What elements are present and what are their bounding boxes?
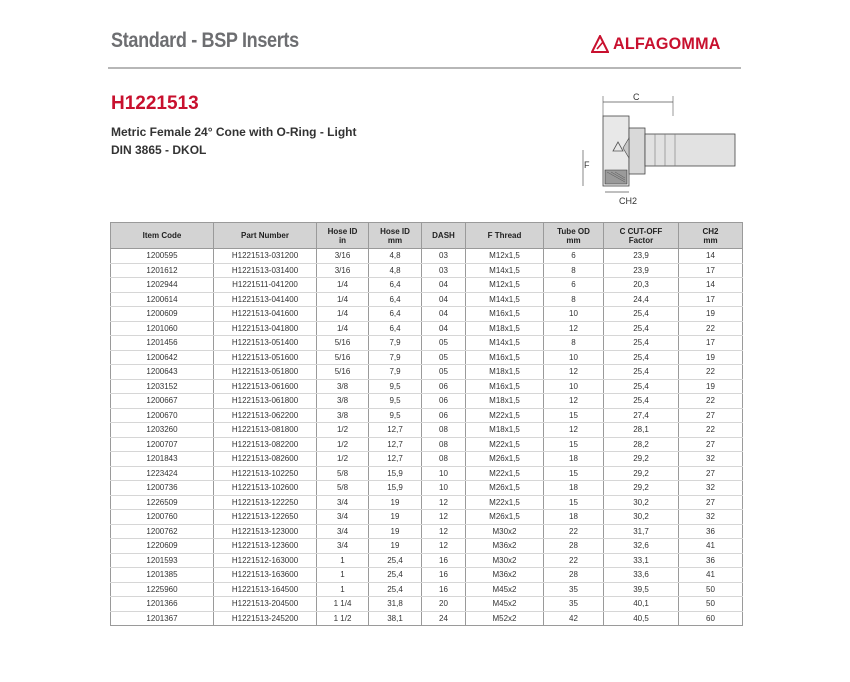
table-cell: 20,3 (604, 278, 679, 293)
dimension-c-label: C (633, 92, 640, 102)
table-cell: 12 (544, 365, 604, 380)
table-cell: 3/16 (317, 249, 369, 264)
table-cell: 1 (317, 568, 369, 583)
table-cell: 12 (422, 510, 466, 525)
product-code: H1221513 (111, 93, 199, 114)
table-row (111, 597, 743, 612)
table-cell: 1225960 (111, 582, 214, 597)
table-cell: 12 (422, 495, 466, 510)
table-cell: M22x1,5 (466, 495, 544, 510)
table-row (111, 452, 743, 467)
table-cell: M18x1,5 (466, 423, 544, 438)
fitting-technical-drawing (575, 92, 745, 210)
table-cell: 19 (679, 350, 743, 365)
table-cell: 06 (422, 408, 466, 423)
table-cell: 29,2 (604, 452, 679, 467)
table-cell: 6 (544, 249, 604, 264)
table-cell: 1201593 (111, 553, 214, 568)
table-cell: 33,6 (604, 568, 679, 583)
table-cell: H1221513-061800 (214, 394, 317, 409)
table-cell: 1/2 (317, 452, 369, 467)
table-cell: H1221513-204500 (214, 597, 317, 612)
table-cell: 29,2 (604, 481, 679, 496)
table-cell: 1200614 (111, 292, 214, 307)
table-cell: 35 (544, 597, 604, 612)
table-cell: 1203152 (111, 379, 214, 394)
table-cell: 15,9 (369, 466, 422, 481)
table-row (111, 553, 743, 568)
table-row (111, 394, 743, 409)
table-cell: 41 (679, 568, 743, 583)
table-cell: 50 (679, 597, 743, 612)
table-cell: 15 (544, 437, 604, 452)
specification-table (110, 222, 743, 626)
column-header-text: mm (703, 235, 718, 245)
column-header-text: Factor (628, 235, 654, 245)
table-cell: 3/16 (317, 263, 369, 278)
table-cell: M36x2 (466, 568, 544, 583)
table-cell: M18x1,5 (466, 321, 544, 336)
table-cell: 1202944 (111, 278, 214, 293)
table-cell: H1221513-051400 (214, 336, 317, 351)
column-header-text: Part Number (240, 231, 289, 240)
table-row (111, 278, 743, 293)
table-cell: 1200595 (111, 249, 214, 264)
table-cell: M36x2 (466, 539, 544, 554)
table-cell: M45x2 (466, 597, 544, 612)
table-cell: M14x1,5 (466, 336, 544, 351)
brand-logo-icon (591, 35, 609, 53)
table-cell: 1201456 (111, 336, 214, 351)
table-cell: 1201843 (111, 452, 214, 467)
column-header-text: mm (387, 235, 403, 245)
table-cell: 20 (422, 597, 466, 612)
table-cell: 23,9 (604, 249, 679, 264)
table-cell: 8 (544, 292, 604, 307)
table-cell: 25,4 (604, 336, 679, 351)
table-row (111, 510, 743, 525)
table-cell: 22 (679, 394, 743, 409)
table-cell: 35 (544, 582, 604, 597)
table-cell: 5/16 (317, 350, 369, 365)
table-cell: 1200667 (111, 394, 214, 409)
table-row (111, 568, 743, 583)
table-cell: H1221512-163000 (214, 553, 317, 568)
table-cell: 4,8 (369, 263, 422, 278)
table-cell: 18 (544, 510, 604, 525)
brand-name: ALFAGOMMA (613, 34, 721, 53)
column-header-text: C CUT-OFF (619, 226, 663, 236)
table-cell: 10 (422, 466, 466, 481)
table-cell: M22x1,5 (466, 437, 544, 452)
table-row (111, 336, 743, 351)
table-cell: 27 (679, 466, 743, 481)
table-cell: 25,4 (604, 379, 679, 394)
table-cell: 28,1 (604, 423, 679, 438)
table-cell: 8 (544, 263, 604, 278)
table-cell: H1221513-164500 (214, 582, 317, 597)
table-row (111, 582, 743, 597)
table-cell: 24 (422, 611, 466, 626)
table-cell: 12 (422, 524, 466, 539)
table-cell: 03 (422, 249, 466, 264)
table-cell: 10 (422, 481, 466, 496)
table-cell: 12,7 (369, 437, 422, 452)
table-cell: 6,4 (369, 278, 422, 293)
table-cell: 15 (544, 495, 604, 510)
column-header-text: Hose ID (327, 226, 358, 236)
table-cell: M12x1,5 (466, 278, 544, 293)
column-header-text: Item Code (142, 231, 182, 240)
table-cell: 12 (544, 321, 604, 336)
table-cell: 25,4 (369, 568, 422, 583)
table-cell: 14 (679, 249, 743, 264)
table-cell: H1221513-041400 (214, 292, 317, 307)
table-cell: 1/4 (317, 278, 369, 293)
table-cell: 05 (422, 350, 466, 365)
table-cell: 19 (369, 524, 422, 539)
table-cell: H1221513-123600 (214, 539, 317, 554)
table-cell: 6,4 (369, 307, 422, 322)
column-header-text: Hose ID (380, 226, 410, 236)
column-header (679, 223, 743, 249)
table-cell: 1200736 (111, 481, 214, 496)
table-cell: H1221513-051600 (214, 350, 317, 365)
column-header (466, 223, 544, 249)
product-description: Metric Female 24° Cone with O-Ring - Light (111, 125, 357, 139)
table-cell: 19 (679, 379, 743, 394)
table-cell: 25,4 (604, 365, 679, 380)
table-cell: 25,4 (369, 553, 422, 568)
table-cell: 27 (679, 495, 743, 510)
table-cell: H1221513-122650 (214, 510, 317, 525)
table-row (111, 423, 743, 438)
table-cell: M14x1,5 (466, 292, 544, 307)
table-cell: 06 (422, 379, 466, 394)
table-cell: 28 (544, 539, 604, 554)
table-cell: 5/8 (317, 466, 369, 481)
table-cell: H1221513-102250 (214, 466, 317, 481)
table-cell: 1200707 (111, 437, 214, 452)
table-cell: 3/4 (317, 510, 369, 525)
table-row (111, 437, 743, 452)
table-cell: 12 (544, 394, 604, 409)
table-cell: 40,5 (604, 611, 679, 626)
column-header-text: Tube OD (557, 226, 590, 236)
table-row (111, 408, 743, 423)
table-cell: H1221513-123000 (214, 524, 317, 539)
table-cell: 25,4 (369, 582, 422, 597)
table-cell: 14 (679, 278, 743, 293)
table-cell: H1221513-051800 (214, 365, 317, 380)
dimension-f-label: F (584, 160, 590, 170)
table-row (111, 249, 743, 264)
table-cell: 22 (544, 553, 604, 568)
table-cell: 1200609 (111, 307, 214, 322)
table-cell: 60 (679, 611, 743, 626)
column-header (544, 223, 604, 249)
table-row (111, 379, 743, 394)
table-cell: M30x2 (466, 553, 544, 568)
table-cell: 1/4 (317, 307, 369, 322)
table-cell: 1/4 (317, 292, 369, 307)
table-cell: M14x1,5 (466, 263, 544, 278)
table-cell: 08 (422, 423, 466, 438)
table-cell: 22 (544, 524, 604, 539)
table-cell: H1221513-041600 (214, 307, 317, 322)
table-cell: 1226509 (111, 495, 214, 510)
table-cell: 31,7 (604, 524, 679, 539)
table-cell: 27,4 (604, 408, 679, 423)
table-cell: 9,5 (369, 379, 422, 394)
table-cell: 6 (544, 278, 604, 293)
table-cell: 04 (422, 307, 466, 322)
table-cell: 5/16 (317, 336, 369, 351)
table-cell: 7,9 (369, 365, 422, 380)
table-cell: H1221513-122250 (214, 495, 317, 510)
table-row (111, 495, 743, 510)
table-cell: 1203260 (111, 423, 214, 438)
brand-logo (591, 33, 726, 55)
table-cell: 17 (679, 336, 743, 351)
page-header-title: Standard - BSP Inserts (111, 29, 299, 52)
table-cell: 1 (317, 582, 369, 597)
product-standard: DIN 3865 - DKOL (111, 143, 207, 157)
table-cell: 19 (679, 307, 743, 322)
table-cell: 1200762 (111, 524, 214, 539)
table-cell: 24,4 (604, 292, 679, 307)
table-cell: 5/8 (317, 481, 369, 496)
table-cell: M16x1,5 (466, 307, 544, 322)
table-cell: 1 (317, 553, 369, 568)
column-header-text: in (338, 235, 347, 245)
table-cell: 1220609 (111, 539, 214, 554)
dimension-ch2-label: CH2 (619, 196, 638, 206)
table-cell: M26x1,5 (466, 481, 544, 496)
table-cell: 27 (679, 408, 743, 423)
table-cell: 32 (679, 452, 743, 467)
table-cell: 22 (679, 365, 743, 380)
table-cell: 6,4 (369, 292, 422, 307)
table-row (111, 350, 743, 365)
column-header (317, 223, 369, 249)
column-header (369, 223, 422, 249)
table-cell: 08 (422, 452, 466, 467)
table-cell: 42 (544, 611, 604, 626)
table-cell: 29,2 (604, 466, 679, 481)
table-cell: 12 (422, 539, 466, 554)
table-cell: M12x1,5 (466, 249, 544, 264)
table-cell: 6,4 (369, 321, 422, 336)
table-header-row (111, 223, 743, 249)
table-cell: 3/4 (317, 524, 369, 539)
table-cell: 12,7 (369, 452, 422, 467)
table-cell: 5/16 (317, 365, 369, 380)
table-cell: 36 (679, 524, 743, 539)
table-cell: 22 (679, 423, 743, 438)
table-cell: 19 (369, 495, 422, 510)
table-row (111, 307, 743, 322)
column-header (422, 223, 466, 249)
column-header-text: F Thread (487, 231, 522, 240)
table-cell: 3/8 (317, 408, 369, 423)
table-cell: 3/4 (317, 495, 369, 510)
table-row (111, 539, 743, 554)
table-cell: H1221513-082600 (214, 452, 317, 467)
table-cell: 08 (422, 437, 466, 452)
table-cell: H1221513-081800 (214, 423, 317, 438)
table-cell: 1200670 (111, 408, 214, 423)
table-row (111, 611, 743, 626)
table-cell: 3/8 (317, 379, 369, 394)
table-cell: 31,8 (369, 597, 422, 612)
table-cell: 10 (544, 379, 604, 394)
column-header (214, 223, 317, 249)
table-cell: 06 (422, 394, 466, 409)
table-cell: 1200760 (111, 510, 214, 525)
table-cell: H1221513-102600 (214, 481, 317, 496)
table-cell: 30,2 (604, 495, 679, 510)
table-cell: M16x1,5 (466, 350, 544, 365)
table-cell: 05 (422, 336, 466, 351)
table-cell: 17 (679, 263, 743, 278)
table-cell: 1201612 (111, 263, 214, 278)
table-cell: 27 (679, 437, 743, 452)
table-cell: 10 (544, 350, 604, 365)
table-cell: 12,7 (369, 423, 422, 438)
table-cell: 04 (422, 278, 466, 293)
table-cell: 1/2 (317, 423, 369, 438)
table-cell: 25,4 (604, 394, 679, 409)
table-cell: H1221513-082200 (214, 437, 317, 452)
table-cell: 9,5 (369, 408, 422, 423)
column-header-text: mm (566, 235, 581, 245)
table-cell: 04 (422, 321, 466, 336)
table-cell: H1221513-245200 (214, 611, 317, 626)
table-cell: 8 (544, 336, 604, 351)
column-header (604, 223, 679, 249)
table-row (111, 321, 743, 336)
table-cell: M45x2 (466, 582, 544, 597)
table-cell: 25,4 (604, 321, 679, 336)
table-cell: 12 (544, 423, 604, 438)
table-cell: 36 (679, 553, 743, 568)
header-divider (108, 67, 741, 69)
table-cell: 7,9 (369, 350, 422, 365)
table-cell: 38,1 (369, 611, 422, 626)
table-cell: 25,4 (604, 350, 679, 365)
table-row (111, 263, 743, 278)
table-cell: M22x1,5 (466, 466, 544, 481)
table-cell: 19 (369, 539, 422, 554)
table-row (111, 466, 743, 481)
table-cell: 16 (422, 553, 466, 568)
table-cell: 9,5 (369, 394, 422, 409)
column-header-text: DASH (432, 231, 455, 240)
table-row (111, 292, 743, 307)
table-cell: 28,2 (604, 437, 679, 452)
table-cell: 19 (369, 510, 422, 525)
table-cell: 25,4 (604, 307, 679, 322)
table-cell: 41 (679, 539, 743, 554)
table-cell: 7,9 (369, 336, 422, 351)
table-cell: H1221511-041200 (214, 278, 317, 293)
table-cell: 1 1/4 (317, 597, 369, 612)
table-cell: 3/4 (317, 539, 369, 554)
table-cell: 04 (422, 292, 466, 307)
table-cell: M18x1,5 (466, 365, 544, 380)
table-cell: 32 (679, 510, 743, 525)
table-cell: 1 1/2 (317, 611, 369, 626)
table-cell: 32,6 (604, 539, 679, 554)
table-cell: 4,8 (369, 249, 422, 264)
table-cell: M26x1,5 (466, 452, 544, 467)
table-cell: 05 (422, 365, 466, 380)
table-cell: H1221513-163600 (214, 568, 317, 583)
table-cell: 1223424 (111, 466, 214, 481)
table-cell: 1201060 (111, 321, 214, 336)
table-cell: 50 (679, 582, 743, 597)
table-cell: M52x2 (466, 611, 544, 626)
table-cell: 18 (544, 481, 604, 496)
table-cell: H1221513-062200 (214, 408, 317, 423)
table-cell: 16 (422, 582, 466, 597)
table-row (111, 524, 743, 539)
table-cell: 22 (679, 321, 743, 336)
table-row (111, 365, 743, 380)
table-cell: 17 (679, 292, 743, 307)
table-row (111, 481, 743, 496)
table-cell: 23,9 (604, 263, 679, 278)
table-cell: 30,2 (604, 510, 679, 525)
table-cell: M16x1,5 (466, 379, 544, 394)
table-cell: 1/2 (317, 437, 369, 452)
table-cell: 1201367 (111, 611, 214, 626)
table-cell: 18 (544, 452, 604, 467)
table-cell: 32 (679, 481, 743, 496)
table-cell: 39,5 (604, 582, 679, 597)
table-cell: 1201385 (111, 568, 214, 583)
table-cell: 15,9 (369, 481, 422, 496)
table-cell: M22x1,5 (466, 408, 544, 423)
table-cell: H1221513-031200 (214, 249, 317, 264)
table-cell: 15 (544, 408, 604, 423)
table-cell: M18x1,5 (466, 394, 544, 409)
table-cell: 1200642 (111, 350, 214, 365)
table-cell: H1221513-061600 (214, 379, 317, 394)
table-cell: H1221513-041800 (214, 321, 317, 336)
table-cell: 1201366 (111, 597, 214, 612)
table-cell: 16 (422, 568, 466, 583)
table-cell: M30x2 (466, 524, 544, 539)
table-cell: M26x1,5 (466, 510, 544, 525)
table-cell: 28 (544, 568, 604, 583)
table-cell: 40,1 (604, 597, 679, 612)
column-header (111, 223, 214, 249)
table-cell: 3/8 (317, 394, 369, 409)
table-cell: 1200643 (111, 365, 214, 380)
table-cell: 33,1 (604, 553, 679, 568)
table-cell: 1/4 (317, 321, 369, 336)
table-cell: 03 (422, 263, 466, 278)
table-cell: 10 (544, 307, 604, 322)
column-header-text: CH2 (702, 226, 719, 236)
table-cell: 15 (544, 466, 604, 481)
table-cell: H1221513-031400 (214, 263, 317, 278)
